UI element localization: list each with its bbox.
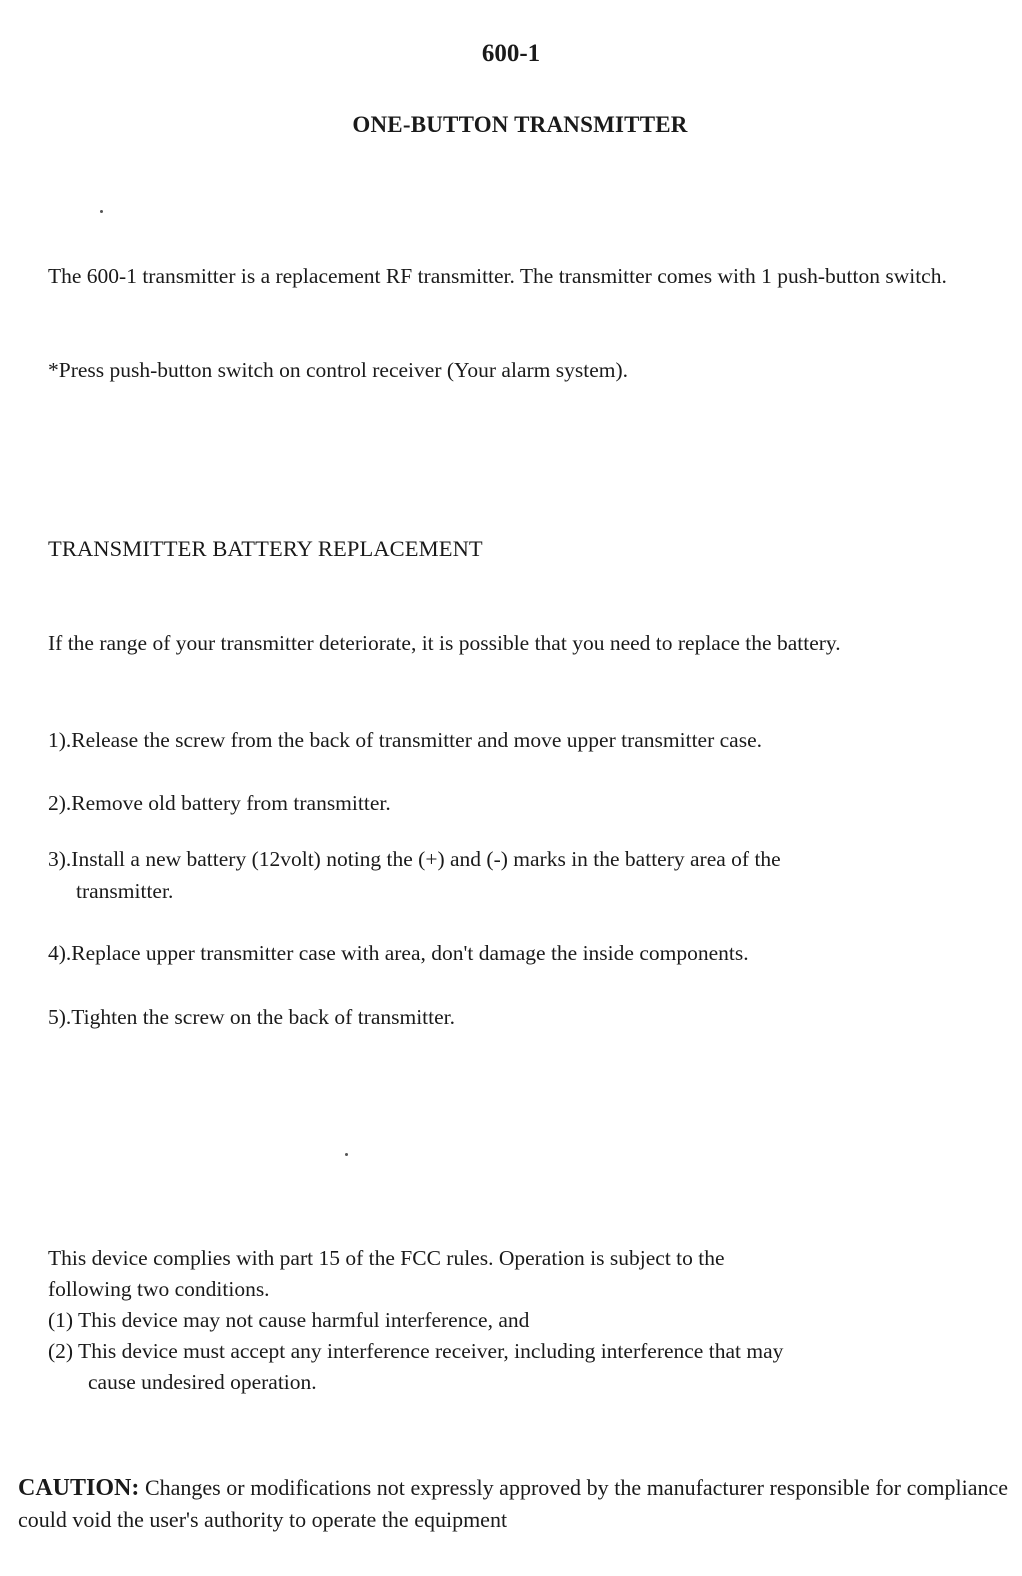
usage-note: *Press push-button switch on control receiver (Your alarm system). (48, 358, 629, 382)
model-number: 600-1 (481, 40, 541, 67)
fcc-condition-2: (2) This device must accept any interference receiver, including interference that may (48, 1339, 784, 1363)
step-text: 4).Replace upper transmitter case with area, don't damage the inside components. (48, 941, 749, 965)
fcc-condition-1: (1) This device may not cause harmful interference, and (48, 1308, 530, 1332)
battery-section-heading: TRANSMITTER BATTERY REPLACEMENT (48, 536, 483, 561)
intro-paragraph: The 600-1 transmitter is a replacement RF transmitter. The transmitter comes with 1 push-button switch. (48, 264, 947, 288)
caution-statement (18, 1472, 1008, 1536)
document-title: ONE-BUTTON TRANSMITTER (352, 112, 688, 137)
step-continuation: transmitter. (76, 879, 174, 903)
scan-speck (345, 1153, 348, 1156)
step-text: 3).Install a new battery (12volt) noting the (+) and (-) marks in the battery area of the (48, 847, 781, 871)
fcc-line-2: following two conditions. (48, 1277, 270, 1301)
step-text: 5).Tighten the screw on the back of transmitter. (48, 1005, 456, 1029)
step-text: 1).Release the screw from the back of transmitter and move upper transmitter case. (48, 728, 763, 752)
battery-step-2 (48, 787, 983, 819)
scan-speck (100, 210, 103, 213)
fcc-compliance-statement (48, 1243, 988, 1398)
battery-step-4 (48, 937, 983, 969)
caution-text: Changes or modifications not expressly approved by the manufacturer responsible for compliance could void the user's authority to operate the equipment (18, 1475, 1008, 1532)
caution-label: CAUTION: (18, 1475, 140, 1501)
battery-step-5 (48, 1001, 983, 1033)
battery-step-3 (48, 843, 983, 907)
battery-step-1 (48, 724, 983, 756)
battery-intro-paragraph: If the range of your transmitter deteriorate, it is possible that you need to replace the battery. (48, 631, 841, 655)
fcc-condition-2-continuation: cause undesired operation. (88, 1370, 317, 1394)
step-text: 2).Remove old battery from transmitter. (48, 791, 391, 815)
fcc-line-1: This device complies with part 15 of the FCC rules. Operation is subject to the (48, 1246, 725, 1270)
